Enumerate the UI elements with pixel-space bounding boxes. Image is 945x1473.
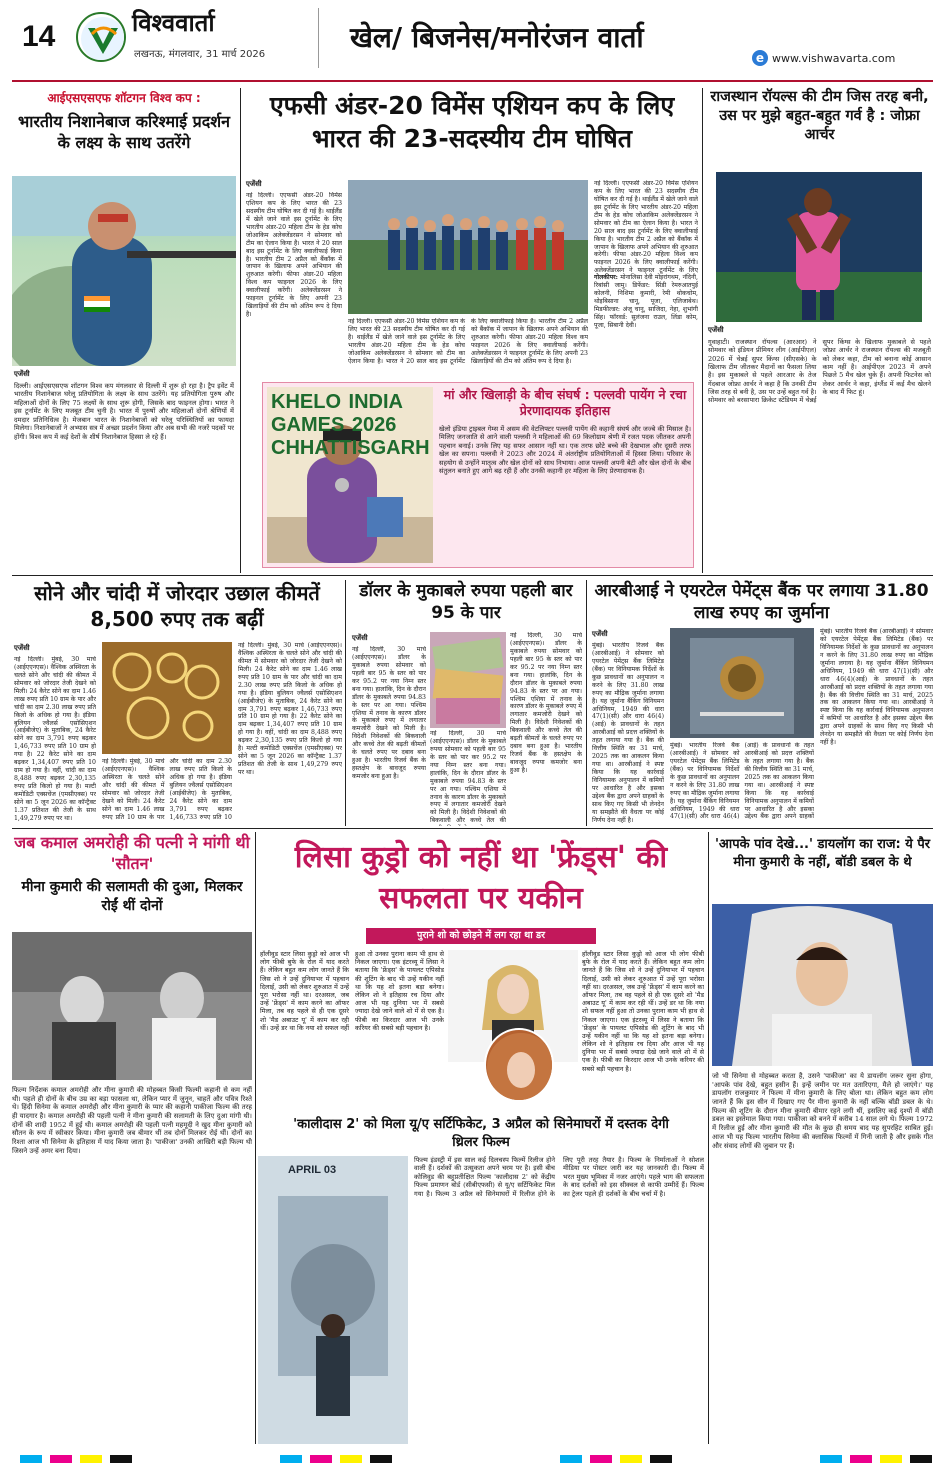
rbi-body-col2: मुंबई। भारतीय रिजर्व बैंक (आरबीआई) ने सोमवार को एयरटेल पेमेंट्स बैंक लिमिटेड (बैंक) पर विनियामक निर्देशों के कुछ प्रावधानों का अनुपालन न करने के लिए 31.80 लाख रुपए का मौद्रिक जुर्माना लगाया है। यह जुर्माना बैंकिंग विनियमन अधिनियम, 1949 की धारा 47(1)(सी) और धारा 46(4)(आई) के प्रावधानों के तहत आरबीआई को प्रदत्त शक्तियों के तहत लगाया गया है। बैंक की वित्तीय स्थिति का 31 मार्च, 2025 तक का आकलन किया गया था। आरबीआई ने स्पष्ट किया कि यह कार्रवाई विनियामक अनुपालन में कमियों पर आधारित है और इसका उद्देश्य बैंक द्वारा अपने ग्राहकों — [670, 742, 814, 821]
rbi-building-photo — [670, 628, 814, 738]
lisa-body-col1: हॉलीवुड स्टार लिसा कुड्रो को आज भी लोग फीबी बुफे के रोल में याद करते हैं। लेकिन बहुत कम लोग जानते हैं कि जिस शो ने उन्हें दुनियाभर में पहचान दिलाई, उसी को लेकर शुरुआत में उन्हें पूरा भरोसा नहीं था। दरअसल, जब उन्हें 'फ्रेंड्स' में काम करने का ऑफर मिला, तब वह पहले से ही एक दूसरे शो 'मैड अबाउट यू' में काम कर रही थीं। उन्हें डर था कि नया शो सफल नहीं हुआ तो उनका पुराना काम भी हाथ से निकल जाएगा। एक इंटरव्यू में लिसा ने बताया कि 'फ्रेंड्स' के पायलट एपिसोड की शूटिंग के बाद भी उन्हें यकीन नहीं था कि यह शो इतना बड़ा बनेगा। लेकिन शो ने इतिहास रच दिया और आज भी यह दुनिया भर में सबसे ज्यादा देखे जाने वाले शो में से एक है। फीबी का किरदार आज भी उनके करियर की सबसे बड़ी पहचान है। — [260, 950, 444, 1032]
swatch-cyan-4 — [820, 1455, 842, 1463]
swatch-cyan-2 — [280, 1455, 302, 1463]
dialogue-body: जो भी सिनेमा से मोहब्बत करता है, उसने 'पाकीजा' का ये डायलॉग जरूर सुना होगा, 'आपके पांव देखे, बहुत हसीन हैं। इन्हें जमीन पर मत उतारिएगा, मैले हो जाएंगे।' यह डायलॉग राजकुमार ने फिल्म में मीना कुमारी के लिए बोला था। लेकिन बहुत कम लोग जानते हैं कि इस सीन में दिखाए गए पैर मीना कुमारी के नहीं बल्कि बॉडी डबल के थे। फिल्म की शूटिंग के दौरान मीना कुमारी बीमार रहने लगी थीं, इसलिए कई दृश्यों में बॉडी डबल का इस्तेमाल किया गया। पाकीजा को बनने में करीब 14 साल लगे थे। फिल्म 1972 में रिलीज हुई और मीना कुमारी की मौत के कुछ ही समय बाद यह सुपरहिट साबित हुई। आज भी यह फिल्म भारतीय सिनेमा की क्लासिक फिल्मों में गिनी जाती है और इसके गीत और संवाद लोगों की जुबान पर हैं। — [712, 1072, 933, 1150]
swatch-magenta-3 — [590, 1455, 612, 1463]
story-football — [244, 88, 700, 378]
rupee-agency: एजेंसी — [352, 634, 368, 642]
rupee-body-col1: नई दिल्ली, 30 मार्च (आईएएनएस)। डॉलर के मुकाबले रुपया सोमवार को पहली बार 95 के स्तर को पार कर 95.2 पर नया निम्न स्तर बना गया। हालांकि, दिन के दौरान डॉलर के मुकाबले रुपया 94.83 के स्तर पर आ गया। पश्चिम एशिया में तनाव के कारण डॉलर के मुकाबले रुपए में लगातार कमजोरी देखने को मिली है। विदेशी निवेशकों की बिकवाली और कच्चे तेल की बढ़ती कीमतों के चलते रुपए पर दबाव बना हुआ है। भारतीय रिजर्व बैंक के हस्तक्षेप के बावजूद रुपया कमजोर बना हुआ है। — [352, 646, 426, 780]
print-color-strip — [0, 1452, 945, 1466]
lisa-body-col2: हॉलीवुड स्टार लिसा कुड्रो को आज भी लोग फीबी बुफे के रोल में याद करते हैं। लेकिन बहुत कम लोग जानते हैं कि जिस शो ने उन्हें दुनियाभर में पहचान दिलाई, उसी को लेकर शुरुआत में उन्हें पूरा भरोसा नहीं था। दरअसल, जब उन्हें 'फ्रेंड्स' में काम करने का ऑफर मिला, तब वह पहले से ही एक दूसरे शो 'मैड अबाउट यू' में काम कर रही थीं। उन्हें डर था कि नया शो सफल नहीं हुआ तो उनका पुराना काम भी हाथ से निकल जाएगा। एक इंटरव्यू में लिसा ने बताया कि 'फ्रेंड्स' के पायलट एपिसोड की शूटिंग के बाद भी उन्हें यकीन नहीं था कि यह शो इतना बड़ा बनेगा। लेकिन शो ने इतिहास रच दिया और आज भी यह दुनिया भर में सबसे ज्यादा देखे जाने वाले शो में से एक है। फीबी का किरदार आज भी उनके करियर की सबसे बड़ी पहचान है। — [582, 950, 704, 1073]
story-gold — [12, 580, 342, 826]
swatch-yellow — [80, 1455, 102, 1463]
website-link[interactable]: www.vishwavarta.com — [772, 52, 896, 65]
football-body-col1: नई दिल्ली। एएफसी अंडर-20 विमेंस एशियन कप के लिए भारत की 23 सदस्यीय टीम घोषित कर दी गई है। थाईलैंड में खेले जाने वाले इस टूर्नामेंट के लिए भारतीय अंडर-20 महिला टीम के हेड कोच जोआकिम अलेक्जेंडरसन ने सोमवार को टीम का ऐलान किया है। भारत ने 20 साल बाद इस टूर्नामेंट के लिए क्वालीफाई किया है। भारतीय टीम 2 अप्रैल को बैंकॉक में जापान के खिलाफ अपने अभियान की शुरुआत करेगी। फीफा अंडर-20 महिला विश्व कप फाइनल 2026 के लिए क्वालीफाई करेंगी। अलेक्जेंडरसन ने फाइनल टूर्नामेंट के लिए अपनी 23 खिलाड़ियों की टीम को अंतिम रूप दे दिया है। — [246, 192, 342, 319]
story-rupee — [350, 580, 582, 826]
story-archer — [706, 88, 933, 570]
kalidas-poster-photo — [258, 1156, 408, 1444]
swatch-cyan — [20, 1455, 42, 1463]
lisa-strap: पुराने शो को छोड़ने में लग रहा था डर — [366, 928, 596, 944]
kheloindia-banner: KHELO INDIA GAMES 2026 CHHATTISGARH — [271, 391, 430, 459]
story-kheloindia — [262, 382, 694, 568]
dateline: लखनऊ, मंगलवार, 31 मार्च 2026 — [134, 49, 266, 60]
football-squad-label: गोलकीपर: — [594, 274, 618, 281]
gold-body-col1: नई दिल्ली। मुंबई, 30 मार्च (आईएएनएस)। वैश्विक अस्थिरता के चलते सोने और चांदी की कीमत में सोमवार को जोरदार तेजी देखने को मिली। 24 कैरेट सोने का दाम 1.46 लाख रुपए प्रति 10 ग्राम के पार और चांदी का दाम 2.30 लाख रुपए प्रति किलो के अधिक हो गया है। इंडिया बुलियन ज्वैलर्स एसोसिएशन (आईबीजेए) के मुताबिक, 24 कैरेट सोने का दाम 3,791 रुपए बढ़कर 1,46,733 रुपए प्रति 10 ग्राम हो गया है। 22 कैरेट सोने का दाम बढ़कर 1,34,407 रुपए प्रति 10 ग्राम हो गया है। वहीं, चांदी का दाम 8,488 रुपए बढ़कर 2,30,135 रुपए प्रति किलो हो गया है। मल्टी कमोडिटी एक्सचेंज (एमसीएक्स) पर सोने का 5 जून 2026 का कॉन्ट्रैक्ट 1.37 प्रतिशत की तेजी के साथ 1,49,279 रुपए पर था। — [14, 656, 96, 822]
divider-row2-a — [345, 580, 346, 826]
swatch-yellow-4 — [880, 1455, 902, 1463]
rupee-body-col2: नई दिल्ली, 30 मार्च (आईएएनएस)। डॉलर के मुकाबले रुपया सोमवार को पहली बार 95 के स्तर को पार कर 95.2 पर नया निम्न स्तर बना गया। हालांकि, दिन के दौरान डॉलर के मुकाबले रुपया 94.83 के स्तर पर आ गया। पश्चिम एशिया में तनाव के कारण डॉलर के मुकाबले रुपए में लगातार कमजोरी देखने को मिली है। विदेशी निवेशकों की बिकवाली और कच्चे तेल की — [430, 730, 506, 825]
shooting-kicker: आईएसएसएफ शॉटगन विश्व कप : — [47, 91, 201, 105]
lisa-phoebe-photo — [484, 1028, 554, 1102]
rule-row3-top — [12, 828, 933, 829]
story-rbi — [590, 580, 933, 826]
divider-left-col — [240, 88, 241, 573]
kalidas-headline: 'कालीदास 2' को मिला यू/ए सर्टिफिकेट, 3 अप्रैल को सिनेमाघरों में दस्तक देगी थ्रिलर फिल्म — [293, 1117, 669, 1150]
swatch-black-4 — [910, 1455, 932, 1463]
header-divider — [318, 8, 319, 68]
rbi-agency: एजेंसी — [592, 630, 608, 638]
rbi-headline: आरबीआई ने एयरटेल पेमेंट्स बैंक पर लगाया 31.80 लाख रुपए का जुर्माना — [594, 581, 929, 624]
football-team-photo — [348, 180, 588, 314]
kalidas-body: फिल्म इंडस्ट्री में इस साल कई दिलचस्प फिल्में रिलीज होने वाली हैं। दर्शकों की उत्सुकता अपने चरम पर है। इसी बीच कोलिवुड की बहुप्रतीक्षित फिल्म 'कालीदास 2' को केंद्रीय फिल्म प्रमाणन बोर्ड (सीबीएफसी) से यू/ए सर्टिफिकेट मिल गया है। फिल्म 3 अप्रैल को सिनेमाघरों में रिलीज होने के लिए पूरी तरह तैयार है। फिल्म के निर्माताओं ने सोशल मीडिया पर पोस्टर जारी कर यह जानकारी दी। फिल्म में भरत मुख्य भूमिका में नजर आएंगे। पहले भाग की सफलता के बाद दर्शकों को इस सीक्वल से काफी उम्मीदें हैं। फिल्म का ट्रेलर पहले ही दर्शकों के बीच चर्चा में है। — [414, 1156, 704, 1198]
archer-body: गुवाहाटी। राजस्थान रॉयल्स (आरआर) ने सोमवार को इंडियन प्रीमियर लीग (आईपीएल) 2026 में चेन्नई सुपर किंग्स (सीएसके) के खिलाफ टीम जीतकर मैदानों का फैसला लिया है। इस मुकाबले से पहले आरआर के तेज गेंदबाज जोफ्रा आर्चर ने कहा है कि उनकी टीम जिस तरह से बनी है, उस पर उन्हें बहुत गर्व है। सोमवार को बरसापारा क्रिकेट स्टेडियम में चेन्नई सुपर किंग्स के खिलाफ मुकाबले से पहले जोफ्रा आर्चर ने राजस्थान रॉयल्स की मजबूती को लेकर कहा, टीम को बनाना कोई आसान काम नहीं है। आईपीएल 2023 में अपने पिछले 5 मैच खेल चुके हैं। अपनी फिटनेस को लेकर आर्चर ने कहा, इंग्लैंड में कई मैच खेलने के बाद मैं फिट हूं। — [708, 338, 931, 405]
football-body-col3 — [594, 180, 698, 376]
rupee-notes-photo — [430, 632, 506, 728]
shooting-agency: एजेंसी — [14, 370, 30, 378]
swatch-black — [110, 1455, 132, 1463]
swatch-cyan-3 — [560, 1455, 582, 1463]
swatch-magenta-2 — [310, 1455, 332, 1463]
kheloindia-body: खेलो इंडिया ट्राइबल गेम्स में असम की वेटलिफ्टर पल्लवी पायेंग की कहानी संघर्ष और जज्बे की मिसाल है। मिलिए जनजाति से आने वाली पल्लवी ने महिलाओं की 69 किलोग्राम श्रेणी में रजत पदक जीतकर अपनी पहचान बनाई। उनके लिए यह सफर आसान नहीं था। एक तरफ छोटे बच्चे की देखभाल और दूसरी तरफ खेल का सपना। पल्लवी ने 2023 और 2024 में अंतर्राष्ट्रीय प्रतियोगिताओं में हिस्सा लिया। परिवार के सहयोग से उन्होंने मातृत्व और खेल दोनों को साथ निभाया। आज पल्लवी अपनी बेटी और खेल दोनों के बीच संतुलन बनाते हुए आगे बढ़ रही हैं और उनकी कहानी हर महिला के लिए प्रेरणादायक है। — [439, 425, 691, 476]
shooting-headline: भारतीय निशानेबाज करिश्माई प्रदर्शन के लक्ष्य के साथ उतरेंगे — [18, 111, 230, 152]
archer-photo — [716, 172, 922, 322]
archer-headline: राजस्थान रॉयल्स की टीम जिस तरह बनी, उस पर मुझे बहुत-बहुत गर्व है : जोफ्रा आर्चर — [710, 89, 929, 144]
shooting-body: दिल्ली। आईएसएसएफ शॉटगन विश्व कप मंगलवार से दिल्ली में शुरू हो रहा है। ट्रैप इवेंट में भारतीय निशानेबाज घरेलू प्रतियोगिता के लक्ष्य के साथ उतरेंगे। यह प्रतियोगिता पुरुष और महिलाओं दोनों के लिए 75 लक्ष्यों के साथ शुरू होगी, जिसके बाद फाइनल होगा। भारत ने इस टूर्नामेंट के लिए मजबूत टीम चुनी है। भारत में पुरुषों और महिलाओं दोनों श्रेणियों में दमदार प्रतिनिधित्व है। मेजबान भारत के निशानेबाजों को घरेलू परिस्थितियों का फायदा मिलेगा। निशानेबाजों ने अभ्यास सत्र में अच्छा प्रदर्शन किया और अब सभी की नजरें पदकों पर होंगी। विश्व कप में कई देशों के शीर्ष निशानेबाज हिस्सा ले रहे हैं। — [14, 382, 234, 441]
gold-jewellery-photo — [102, 642, 232, 754]
masthead-bar — [0, 0, 945, 74]
story-meena — [12, 832, 252, 1444]
swatch-magenta-4 — [850, 1455, 872, 1463]
football-body-col3-text: नई दिल्ली। एएफसी अंडर-20 विमेंस एशियन कप के लिए भारत की 23 सदस्यीय टीम घोषित कर दी गई है। थाईलैंड में खेले जाने वाले इस टूर्नामेंट के लिए भारतीय अंडर-20 महिला टीम के हेड कोच जोआकिम अलेक्जेंडरसन ने सोमवार को टीम का ऐलान किया है। भारत ने 20 साल बाद इस टूर्नामेंट के लिए क्वालीफाई किया है। भारतीय टीम 2 अप्रैल को बैंकॉक में जापान के खिलाफ अपने अभियान की शुरुआत करेगी। फीफा अंडर-20 महिला विश्व कप फाइनल 2026 के लिए क्वालीफाई करेंगी। अलेक्जेंडरसन ने फाइनल टूर्नामेंट के लिए — [594, 180, 698, 274]
story-shooting — [12, 88, 236, 568]
rbi-body-col1: मुंबई। भारतीय रिजर्व बैंक (आरबीआई) ने सोमवार को एयरटेल पेमेंट्स बैंक लिमिटेड (बैंक) पर विनियामक निर्देशों के कुछ प्रावधानों का अनुपालन न करने के लिए 31.80 लाख रुपए का मौद्रिक जुर्माना लगाया है। यह जुर्माना बैंकिंग विनियमन अधिनियम, 1949 की धारा 47(1)(सी) और धारा 46(4)(आई) के प्रावधानों के तहत आरबीआई को प्रदत्त शक्तियों के तहत लगाया गया है। बैंक की वित्तीय स्थिति का 31 मार्च, 2025 तक का आकलन किया गया था। आरबीआई ने स्पष्ट किया कि यह कार्रवाई विनियामक अनुपालन में कमियों पर आधारित है और इसका उद्देश्य बैंक द्वारा अपने ग्राहकों के साथ किए गए किसी भी लेनदेन या समझौते की वैधता पर कोई निर्णय देना नहीं है। — [592, 642, 664, 824]
divider-right-col — [702, 88, 703, 573]
football-agency: एजेंसी — [246, 180, 262, 188]
archer-agency: एजेंसी — [708, 326, 724, 334]
story-lisa — [258, 832, 704, 1110]
masthead-title: विश्ववार्ता — [132, 9, 215, 37]
masthead-logo-icon — [76, 12, 126, 62]
rule-row2-top — [12, 575, 933, 576]
rbi-body-col3: मुंबई। भारतीय रिजर्व बैंक (आरबीआई) ने सोमवार को एयरटेल पेमेंट्स बैंक लिमिटेड (बैंक) पर विनियामक निर्देशों के कुछ प्रावधानों का अनुपालन न करने के लिए 31.80 लाख रुपए का मौद्रिक जुर्माना लगाया है। यह जुर्माना बैंकिंग विनियमन अधिनियम, 1949 की धारा 47(1)(सी) और धारा 46(4)(आई) के प्रावधानों के तहत आरबीआई को प्रदत्त शक्तियों के तहत लगाया गया है। बैंक की वित्तीय स्थिति का 31 मार्च, 2025 तक का आकलन किया गया था। आरबीआई ने स्पष्ट किया कि यह कार्रवाई विनियामक अनुपालन में कमियों पर आधारित है और इसका उद्देश्य बैंक द्वारा अपने ग्राहकों के साथ किए गए किसी भी लेनदेन या समझौते की वैधता पर कोई निर्णय देना नहीं है। — [820, 628, 933, 747]
gold-body-col2: नई दिल्ली। मुंबई, 30 मार्च (आईएएनएस)। वैश्विक अस्थिरता के चलते सोने और चांदी की कीमत में सोमवार को जोरदार तेजी देखने को मिली। 24 कैरेट सोने का दाम 1.46 लाख रुपए प्रति 10 ग्राम के पार और चांदी का दाम 2.30 लाख रुपए प्रति किलो के अधिक हो गया है। इंडिया बुलियन ज्वैलर्स एसोसिएशन (आईबीजेए) के मुताबिक, 24 कैरेट सोने का दाम 3,791 रुपए बढ़कर 1,46,733 रुपए प्रति 10 — [102, 758, 232, 821]
story-dialogue — [712, 832, 933, 1444]
dialogue-headline: 'आपके पांव देखे...' डायलॉग का राज: ये पैर मीना कुमारी के नहीं, बॉडी डबल के थे — [714, 837, 931, 871]
swatch-magenta — [50, 1455, 72, 1463]
shooter-photo — [12, 176, 236, 366]
globe-e-icon: e — [752, 50, 768, 66]
dialogue-meena-photo — [712, 904, 933, 1066]
page-number: 14 — [22, 20, 56, 53]
rupee-body-col3: नई दिल्ली, 30 मार्च (आईएएनएस)। डॉलर के मुकाबले रुपया सोमवार को पहली बार 95 के स्तर को पार कर 95.2 पर नया निम्न स्तर बना गया। हालांकि, दिन के दौरान डॉलर के मुकाबले रुपया 94.83 के स्तर पर आ गया। पश्चिम एशिया में तनाव के कारण डॉलर के मुकाबले रुपए में लगातार कमजोरी देखने को मिली है। विदेशी निवेशकों की बिकवाली और कच्चे तेल की बढ़ती कीमतों के चलते रुपए पर दबाव बना हुआ है। भारतीय रिजर्व बैंक के हस्तक्षेप के बावजूद रुपया कमजोर बना हुआ है। — [510, 632, 582, 774]
football-headline: एफसी अंडर-20 विमेंस एशियन कप के लिए भारत की 23-सदस्यीय टीम घोषित — [269, 91, 675, 153]
divider-row3-a — [255, 832, 256, 1444]
football-body-col2: नई दिल्ली। एएफसी अंडर-20 विमेंस एशियन कप के लिए भारत की 23 सदस्यीय टीम घोषित कर दी गई है। थाईलैंड में खेले जाने वाले इस टूर्नामेंट के लिए भारतीय अंडर-20 महिला टीम के हेड कोच जोआकिम अलेक्जेंडरसन ने सोमवार को टीम का ऐलान किया है। भारत ने 20 साल बाद इस टूर्नामेंट के लिए क्वालीफाई किया है। भारतीय टीम 2 अप्रैल को बैंकॉक में जापान के खिलाफ अपने अभियान की शुरुआत करेगी। फीफा अंडर-20 महिला विश्व कप फाइनल 2026 के लिए क्वालीफाई करेंगी। अलेक्जेंडरसन ने फाइनल टूर्नामेंट के लिए अपनी 23 खिलाड़ियों की टीम को अंतिम रूप दे दिया है। — [348, 318, 588, 365]
kalidas-poster-date: APRIL 03 — [288, 1164, 337, 1176]
meena-kamal-photo — [12, 932, 252, 1080]
swatch-black-3 — [650, 1455, 672, 1463]
swatch-yellow-2 — [340, 1455, 362, 1463]
divider-row3-b — [708, 832, 709, 1444]
gold-body-col3: नई दिल्ली। मुंबई, 30 मार्च (आईएएनएस)। वैश्विक अस्थिरता के चलते सोने और चांदी की कीमत में सोमवार को जोरदार तेजी देखने को मिली। 24 कैरेट सोने का दाम 1.46 लाख रुपए प्रति 10 ग्राम के पार और चांदी का दाम 2.30 लाख रुपए प्रति किलो के अधिक हो गया है। इंडिया बुलियन ज्वैलर्स एसोसिएशन (आईबीजेए) के मुताबिक, 24 कैरेट सोने का दाम 3,791 रुपए बढ़कर 1,46,733 रुपए प्रति 10 ग्राम हो गया है। 22 कैरेट सोने का दाम बढ़कर 1,34,407 रुपए प्रति 10 ग्राम हो गया है। वहीं, चांदी का दाम 8,488 रुपए बढ़कर 2,30,135 रुपए प्रति किलो हो गया है। मल्टी कमोडिटी एक्सचेंज (एमसीएक्स) पर सोने का 5 जून 2026 का कॉन्ट्रैक्ट 1.37 प्रतिशत की तेजी के साथ 1,49,279 रुपए पर था। — [238, 642, 342, 776]
section-title: खेल/ बिजनेस/मनोरंजन वार्ता — [350, 21, 644, 54]
meena-headline: जब कमाल अमरोही की पत्नी ने मांगी थी 'सौतन' — [14, 833, 250, 874]
lisa-headline: लिसा कुड्रो को नहीं था 'फ्रेंड्स' की सफलता पर यकीन — [294, 840, 668, 916]
swatch-yellow-3 — [620, 1455, 642, 1463]
football-squad: मोनालिसा देवी मोइरांगथम, नंदिनी, रिबांसी जामु। डिफेंडर: सिंडी रेमरुआतपुई कोलनी, निशिमा कुमारी, रेमी थोकचोम, थोइबिसाना चानू, पूजा, एलिजाबेथ। मिडफील्डर: अंजू चानू, साजिदा, नेहा, शुभांगी सिंह। फॉरवर्ड: सुलंजना राउल, लिंडा कोम, पूजा, सिबानी देवी। — [594, 274, 698, 329]
header-rule — [12, 80, 933, 82]
rupee-headline: डॉलर के मुकाबले रुपया पहली बार 95 के पार — [359, 581, 573, 624]
gold-agency: एजेंसी — [14, 644, 30, 652]
gold-headline: सोने और चांदी में जोरदार उछाल कीमतें 8,500 रुपए तक बढ़ीं — [34, 581, 320, 632]
meena-body: फिल्म निर्देशक कमाल अमरोही और मीना कुमारी की मोहब्बत किसी फिल्मी कहानी से कम नहीं थी। पहले ही दोनों के बीच उम्र का बड़ा फासला था, लेकिन प्यार में जुनून, चाहतें और पवित्र रिश्ते थे। हिंदी सिनेमा के कमाल अमरोही और मीना कुमारी के प्यार की कहानी पाकीजा फिल्म की तरह ही यादगार है। कमाल अमरोही की पहली पत्नी ने मीना कुमारी की सलामती के लिए दुआ मांगी थी। दोनों की शादी 1952 में हुई थी। कमाल अमरोही की पहली पत्नी महमूदी ने खुद मीना कुमारी को सौतन के रूप में स्वीकार किया। मीना कुमारी जब बीमार थीं तब दोनों मिलकर रोई थीं। दोनों का रिश्ता आज भी सिनेमा के इतिहास में याद किया जाता है। 'पाकीजा' उनकी आखिरी बड़ी फिल्म थी जिसने उन्हें अमर बना दिया। — [12, 1086, 252, 1155]
story-kalidas — [258, 1112, 704, 1444]
kheloindia-headline: मां और खिलाड़ी के बीच संघर्ष : पल्लवी पायेंग ने रचा प्रेरणादायक इतिहास — [443, 387, 687, 419]
meena-subhead: मीना कुमारी की सलामती की दुआ, मिलकर रोईं थीं दोनों — [21, 879, 243, 914]
swatch-black-2 — [370, 1455, 392, 1463]
divider-row2-b — [586, 580, 587, 826]
